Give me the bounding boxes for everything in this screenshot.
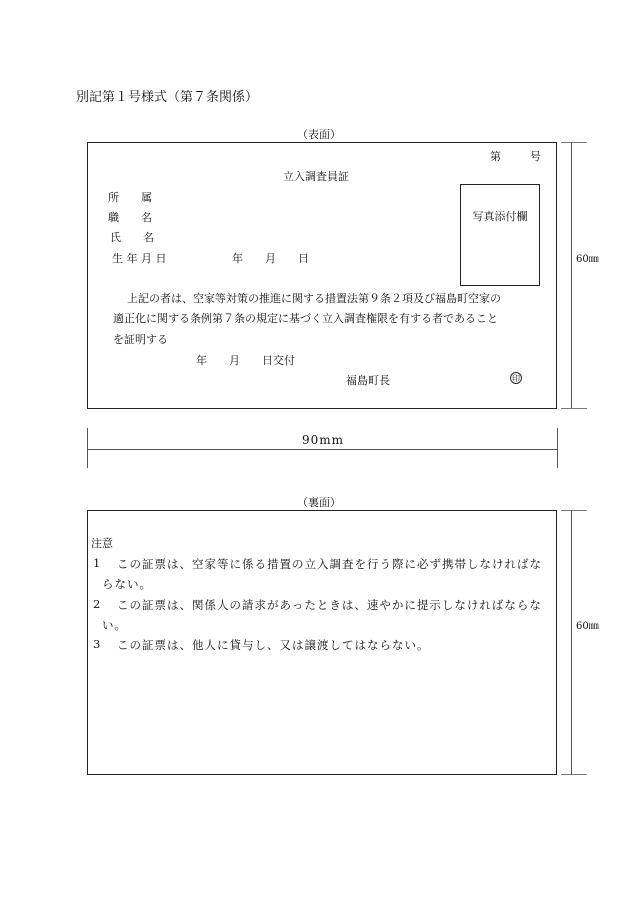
field-position: 職 名 bbox=[108, 211, 152, 224]
front-height-label: 60㎜ bbox=[576, 254, 599, 265]
number-go: 号 bbox=[530, 150, 541, 163]
seal-mark: 印 bbox=[512, 374, 520, 383]
statement-line-3: を証明する bbox=[113, 333, 168, 346]
field-birth-date: 年 月 日 bbox=[232, 252, 309, 265]
field-birth-label: 生 年 月 日 bbox=[112, 252, 167, 265]
front-dim-line bbox=[571, 142, 572, 408]
field-name: 氏 名 bbox=[110, 231, 154, 244]
width-dim-line bbox=[87, 449, 557, 450]
note-2-number: 2 bbox=[93, 597, 102, 611]
note-3-number: 3 bbox=[93, 637, 102, 651]
form-heading: 別記第１号様式（第７条関係） bbox=[76, 90, 259, 105]
field-affiliation: 所 属 bbox=[108, 191, 152, 204]
note-3-line-1: この証票は、他人に貸与し、又は譲渡してはならない。 bbox=[117, 638, 430, 652]
photo-label: 写真添付欄 bbox=[472, 210, 528, 223]
note-1-number: 1 bbox=[93, 556, 102, 570]
front-caption: （表面） bbox=[297, 128, 341, 141]
statement-line-2: 適正化に関する条例第７条の規定に基づく立入調査権限を有する者であること bbox=[113, 312, 498, 325]
note-2-line-1: この証票は、関係人の請求があったときは、速やかに提示しなければならな bbox=[117, 598, 542, 612]
card-title: 立入調査員証 bbox=[283, 170, 349, 183]
back-caption: （裏面） bbox=[297, 496, 341, 509]
notes-title: 注意 bbox=[91, 537, 113, 550]
back-dim-line bbox=[571, 510, 572, 774]
front-dim-bottom-tick bbox=[561, 408, 587, 409]
photo-box bbox=[460, 184, 540, 286]
width-dim-right bbox=[557, 428, 558, 468]
note-2-line-2: い。 bbox=[102, 618, 127, 632]
note-1-line-2: らない。 bbox=[102, 577, 152, 591]
issue-date: 年 月 日交付 bbox=[196, 354, 295, 367]
back-dim-top-tick bbox=[561, 510, 587, 511]
back-dim-bottom-tick bbox=[561, 774, 587, 775]
issuer: 福島町長 bbox=[346, 374, 390, 387]
width-dim-left bbox=[87, 428, 88, 468]
width-label: 90mm bbox=[302, 433, 345, 447]
number-dai: 第 bbox=[490, 150, 501, 163]
note-1-line-1: この証票は、空家等に係る措置の立入調査を行う際に必ず携帯しなければな bbox=[117, 557, 542, 571]
back-height-label: 60㎜ bbox=[576, 621, 599, 632]
front-dim-top-tick bbox=[561, 142, 587, 143]
statement-line-1: 上記の者は、空家等対策の推進に関する措置法第９条２項及び福島町空家の bbox=[127, 292, 501, 305]
